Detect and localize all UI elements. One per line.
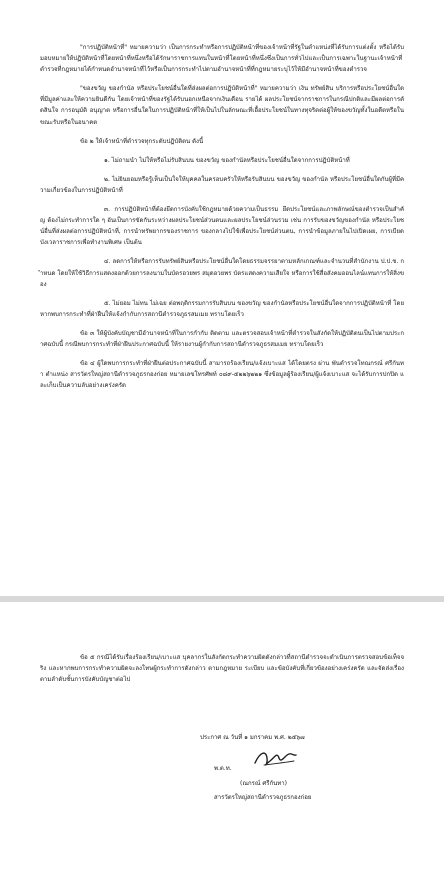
paragraph-clause-2-item-3: ๓. การปฏิบัติหน้าที่ต้องยึดการบังคับใช้กฎหมายด้วยความเป็นธรรม ยึดประโยชน์และภาพลักษณ์ของตำรวจเป็นสำคัญ ต้องไม่กระทำการใด ๆ อันเป็นการขัดกันระหว่างผลประโยชน์ส่วนตนและผลประโยชน์ส่วนรวม เช่น การรับของขวัญของกำนัล หรือประโยชน์อื่นที่ส่งผลต่อการปฏิบัติหน้าที่, การนำทรัพยากรของราชการ ของกลางไปใช้เพื่อประโยชน์ส่วนตน, การนำข้อมูลภายในไปเปิดเผย, การเบียดบังเวลาราชการเพื่อทำงานพิเศษ เป็นต้น xyxy=(40,206,404,247)
document-page-2 xyxy=(0,602,444,877)
paragraph-definition-gift: "ของขวัญ ของกำนัล หรือประโยชน์อื่นใดที่ส่งผลต่อการปฏิบัติหน้าที่" หมายความว่า เงิน ทรัพย์สิน บริการหรือประโยชน์อื่นใดที่มีมูลค่าและให้ความยินดีกัน โดยเจ้าหน้าที่ของรัฐได้รับนอกเหนือจากเงินเดือน รายได้ ผลประโยชน์จากราชการในกรณีปกติและมีผลต่อการตัดสินใจ การอนุมัติ อนุญาต หรือการอื่นใดในการปฏิบัติหน้าที่ให้เป็นไปในลักษณะที่เอื้อประโยชน์ในทางทุจริตต่อผู้ให้ของขวัญทั้งในอดีตหรือในขณะรับหรือในอนาคต xyxy=(40,85,404,126)
paragraph-clause-4: ข้อ ๔ ผู้ใดพบการกระทำที่ฝ่าฝืนต่อประกาศฉบับนี้ สามารถร้องเรียน/แจ้งเบาะแส ได้โดยตรง ผ่าน พันตำรวจโทณกรณ์ ศรีกันทา ตำแหน่ง สารวัตรใหญ่สถานีตำรวจภูธรกองก่อย หมายเลขโทรศัพท์ ๐๘๙-๕๒๒๖๒๒๑ ซึ่งข้อมูลผู้ร้องเรียน/ผู้แจ้งเบาะแส จะได้รับการปกปิด และเก็บเป็นความลับอย่างเคร่งครัด xyxy=(40,360,404,390)
paragraph-clause-2-item-1: ๑. ไม่ถามนำ ไม่ให้หรือไม่รับสินบน ของขวัญ ของกำนัลหรือประโยชน์อื่นใดจากการปฏิบัติหน้าที่ xyxy=(104,156,350,164)
paragraph-clause-2-item-2: ๒. ไม่ยินยอมหรือรู้เห็นเป็นใจให้บุคคลในครอบครัวให้หรือรับสินบน ของขวัญ ของกำนัล หรือประโยชน์อื่นใดกับผู้ที่มีความเกี่ยวข้องในการปฏิบัติหน้าที่ xyxy=(40,175,404,194)
paragraph-definition-duty: "การปฏิบัติหน้าที่" หมายความว่า เป็นการกระทำหรือการปฏิบัติหน้าที่ของเจ้าหน้าที่รัฐในตำแหน่งที่ได้รับการแต่งตั้ง หรือได้รับมอบหมายให้ปฏิบัติหน้าที่โดยหน้าที่หนึ่งหรือได้รักษาราชการแทนในหน้าที่โดยหน้าที่หนึ่งซึ่งเป็นการทั่วไปและเป็นการเฉพาะในฐานะเจ้าหน้าที่ตำรวจที่กฎหมายได้กำหนดอำนาจหน้าที่ไว้หรือเป็นการกระทำไปตามอำนาจหน้าที่ที่กฎหมายระบุไว้ให้มีอำนาจหน้าที่ของตำรวจ xyxy=(40,44,404,74)
paragraph-clause-3: ข้อ ๓ ให้ผู้บังคับบัญชามีอำนาจหน้าที่ในการกำกับ ติดตาม และตรวจสอบเจ้าหน้าที่ตำรวจในสังกัดให้ปฏิบัติตนเป็นไปตามประกาศฉบับนี้ กรณีพบการกระทำที่ฝ่าฝืนประกาศฉบับนี้ ให้รายงานผู้กำกับการสถานีตำรวจภูธรสมเมย ทราบโดยเร็ว xyxy=(40,329,404,348)
paragraph-clause-2-item-5: ๕. ไม่ยอม ไม่ทน ไม่เฉย ต่อพฤติกรรมการรับสินบน ของขวัญ ของกำนัลหรือประโยชน์อื่นใดจากการปฏิบัติหน้าที่ โดยหากพบการกระทำที่ฝ่าฝืนให้แจ้งกำกับการสถานีตำรวจภูธรสมเมย ทราบโดยเร็ว xyxy=(40,299,404,318)
paragraph-clause-2: ข้อ ๒ ให้เจ้าหน้าที่ตำรวจทุกระดับปฏิบัติตน ดังนี้ xyxy=(80,137,204,145)
signer-name: (ณกรณ์ ศรีกันทา) xyxy=(240,780,288,787)
paragraph-clause-5: ข้อ ๕ กรณีได้รับเรื่องร้องเรียน/เบาะแส บุคลากรในสังกัดกระทำความผิดดังกล่าวที่สถานีตำรวจจะดำเนินการตรวจสอบข้อเท็จจริง และหากพบการกระทำความผิดจะลงโทษผู้กระทำการดังกล่าว ตามกฎหมาย ระเบียบ และข้อบังคับที่เกี่ยวข้องอย่างเคร่งครัด และจัดส่งเรื่องตามลำดับชั้นการบังคับบัญชาต่อไป xyxy=(40,654,404,684)
paragraph-clause-2-item-4: ๔. ลดการให้หรือการรับทรัพย์สินหรือประโยชน์อื่นใดโดยธรรมจรรยาตามหลักเกณฑ์และจำนวนที่สำนักงาน ป.ป.ช. กำหนด โดยให้ใช้วิธีการแสดงออกด้วยการลงนามในบัตรอวยพร สมุดอวยพร บัตรแสดงความเสียใจ หรือการใช้สื่อสังคมออนไลน์แทนการให้สิ่งของ xyxy=(40,258,404,288)
signer-rank: พ.ต.ท. xyxy=(214,765,232,772)
signer-position: สารวัตรใหญ่สถานีตำรวจภูธรกองก่อย xyxy=(214,794,312,801)
handwritten-signature-icon xyxy=(252,746,298,770)
announcement-date: ประกาศ ณ วันที่ ๑ มกราคม พ.ศ. ๒๕๖๗ xyxy=(200,734,305,741)
